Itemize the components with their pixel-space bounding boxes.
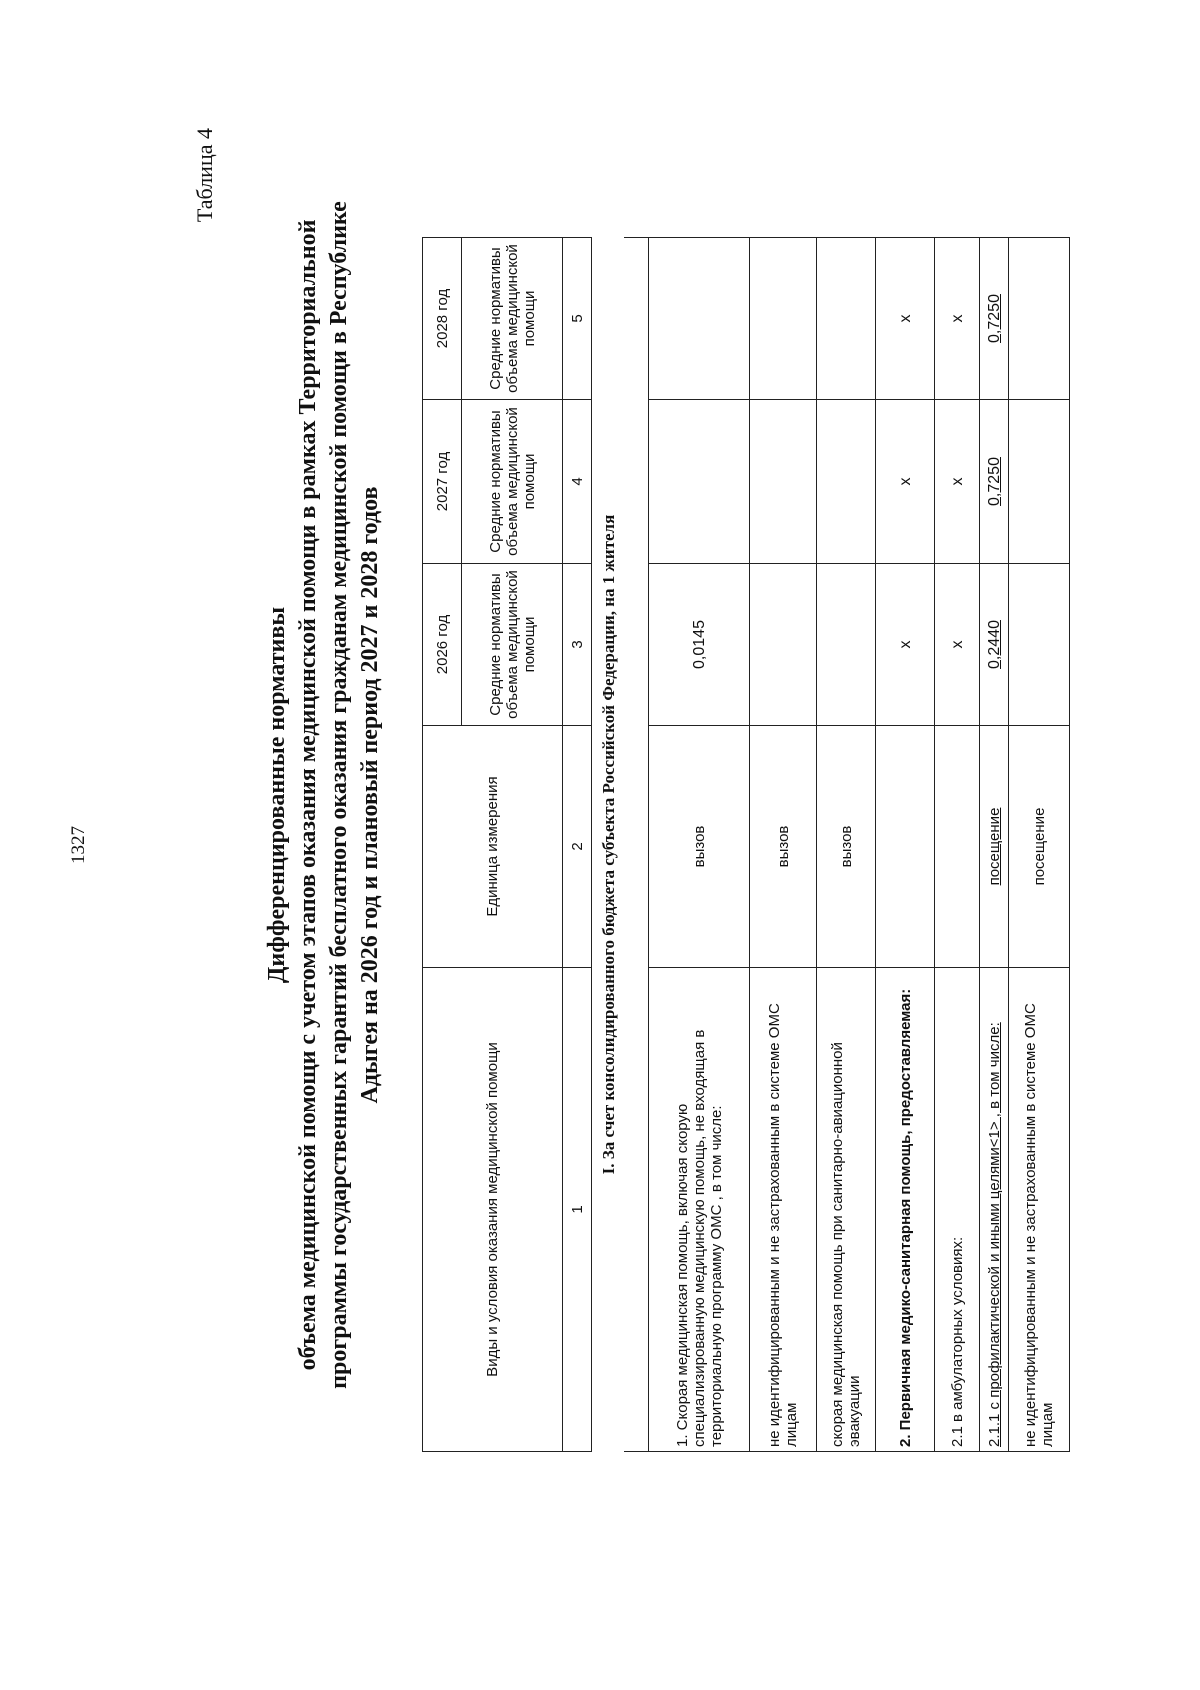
column-number: 5 (563, 238, 592, 400)
row-value-2026: х (935, 564, 980, 726)
table-label: Таблица 4 (192, 128, 217, 223)
table-row (980, 238, 1009, 1452)
title-line: Адыгея на 2026 год и плановый период 2027 и 2028 годов (357, 486, 383, 1104)
row-name: 2. Первичная медико-санитарная помощь, предоставляемая: (876, 968, 935, 1452)
spacer-row (624, 238, 649, 1452)
row-value-2028 (750, 238, 817, 400)
row-value-2028: х (876, 238, 935, 400)
table-row (817, 238, 876, 1452)
row-value-2027 (817, 400, 876, 564)
section-title: I. За счет консолидированного бюджета субъекта Российской Федерации, на 1 жителя (598, 514, 618, 1175)
row-value-2027 (649, 400, 750, 564)
column-numbers-row (563, 238, 592, 1452)
column-number: 4 (563, 400, 592, 564)
title-line: Дифференцированные нормативы (264, 606, 290, 984)
row-value-2027 (1009, 400, 1070, 564)
header-year-2026: 2026 год (423, 564, 462, 726)
title-line: объема медицинской помощи с учетом этапов оказания медицинской помощи в рамках Территориальной (295, 219, 321, 1371)
row-unit: посещение (1009, 726, 1070, 968)
row-name: не идентифицированным и не застрахованным в системе ОМС лицам (750, 968, 817, 1452)
header-sub-2027: Средние нормативы объема медицинской помощи (462, 400, 563, 564)
row-value-2027: 0,7250 (980, 400, 1009, 564)
row-value-2026: х (876, 564, 935, 726)
row-value-2028 (649, 238, 750, 400)
column-number: 1 (563, 968, 592, 1452)
row-name: 1. Скорая медицинская помощь, включая скорую специализированную медицинскую помощь, не входящая в территориальную программу ОМС , в том числе: (649, 968, 750, 1452)
row-value-2027: х (876, 400, 935, 564)
table-row (649, 238, 750, 1452)
row-name: 2.1.1 с профилактической и иными целями<1> , в том числе: (980, 968, 1009, 1452)
table-row (750, 238, 817, 1452)
row-unit: вызов (649, 726, 750, 968)
table-row (876, 238, 935, 1452)
header-unit: Единица измерения (423, 726, 563, 968)
row-name: не идентифицированным и не застрахованным в системе ОМС лицам (1009, 968, 1070, 1452)
row-value-2026 (750, 564, 817, 726)
column-number: 3 (563, 564, 592, 726)
row-unit: посещение (980, 726, 1009, 968)
row-name: 2.1 в амбулаторных условиях: (935, 968, 980, 1452)
title-line: программы государственных гарантий бесплатного оказания гражданам медицинской помощи в Республике (326, 201, 352, 1389)
row-unit: вызов (750, 726, 817, 968)
row-value-2028: х (935, 238, 980, 400)
row-unit: вызов (817, 726, 876, 968)
document-title (262, 190, 386, 1400)
row-unit (935, 726, 980, 968)
row-value-2026 (1009, 564, 1070, 726)
row-value-2027 (750, 400, 817, 564)
table-row (1009, 238, 1070, 1452)
row-value-2028 (1009, 238, 1070, 400)
norms-table (422, 237, 1070, 1452)
row-value-2028 (817, 238, 876, 400)
header-year-2027: 2027 год (423, 400, 462, 564)
column-number: 2 (563, 726, 592, 968)
header-type: Виды и условия оказания медицинской помощи (423, 968, 563, 1452)
row-value-2026: 0,0145 (649, 564, 750, 726)
row-name: скорая медицинская помощь при санитарно-авиационной эвакуации (817, 968, 876, 1452)
table-row (935, 238, 980, 1452)
row-value-2027: х (935, 400, 980, 564)
row-value-2026: 0,2440 (980, 564, 1009, 726)
row-value-2026 (817, 564, 876, 726)
page-number: 1327 (68, 826, 89, 864)
header-row-years (423, 238, 462, 1452)
row-unit (876, 726, 935, 968)
header-sub-2026: Средние нормативы объема медицинской помощи (462, 564, 563, 726)
header-sub-2028: Средние нормативы объема медицинской помощи (462, 238, 563, 400)
section-row (592, 238, 625, 1452)
row-value-2028: 0,7250 (980, 238, 1009, 400)
header-year-2028: 2028 год (423, 238, 462, 400)
